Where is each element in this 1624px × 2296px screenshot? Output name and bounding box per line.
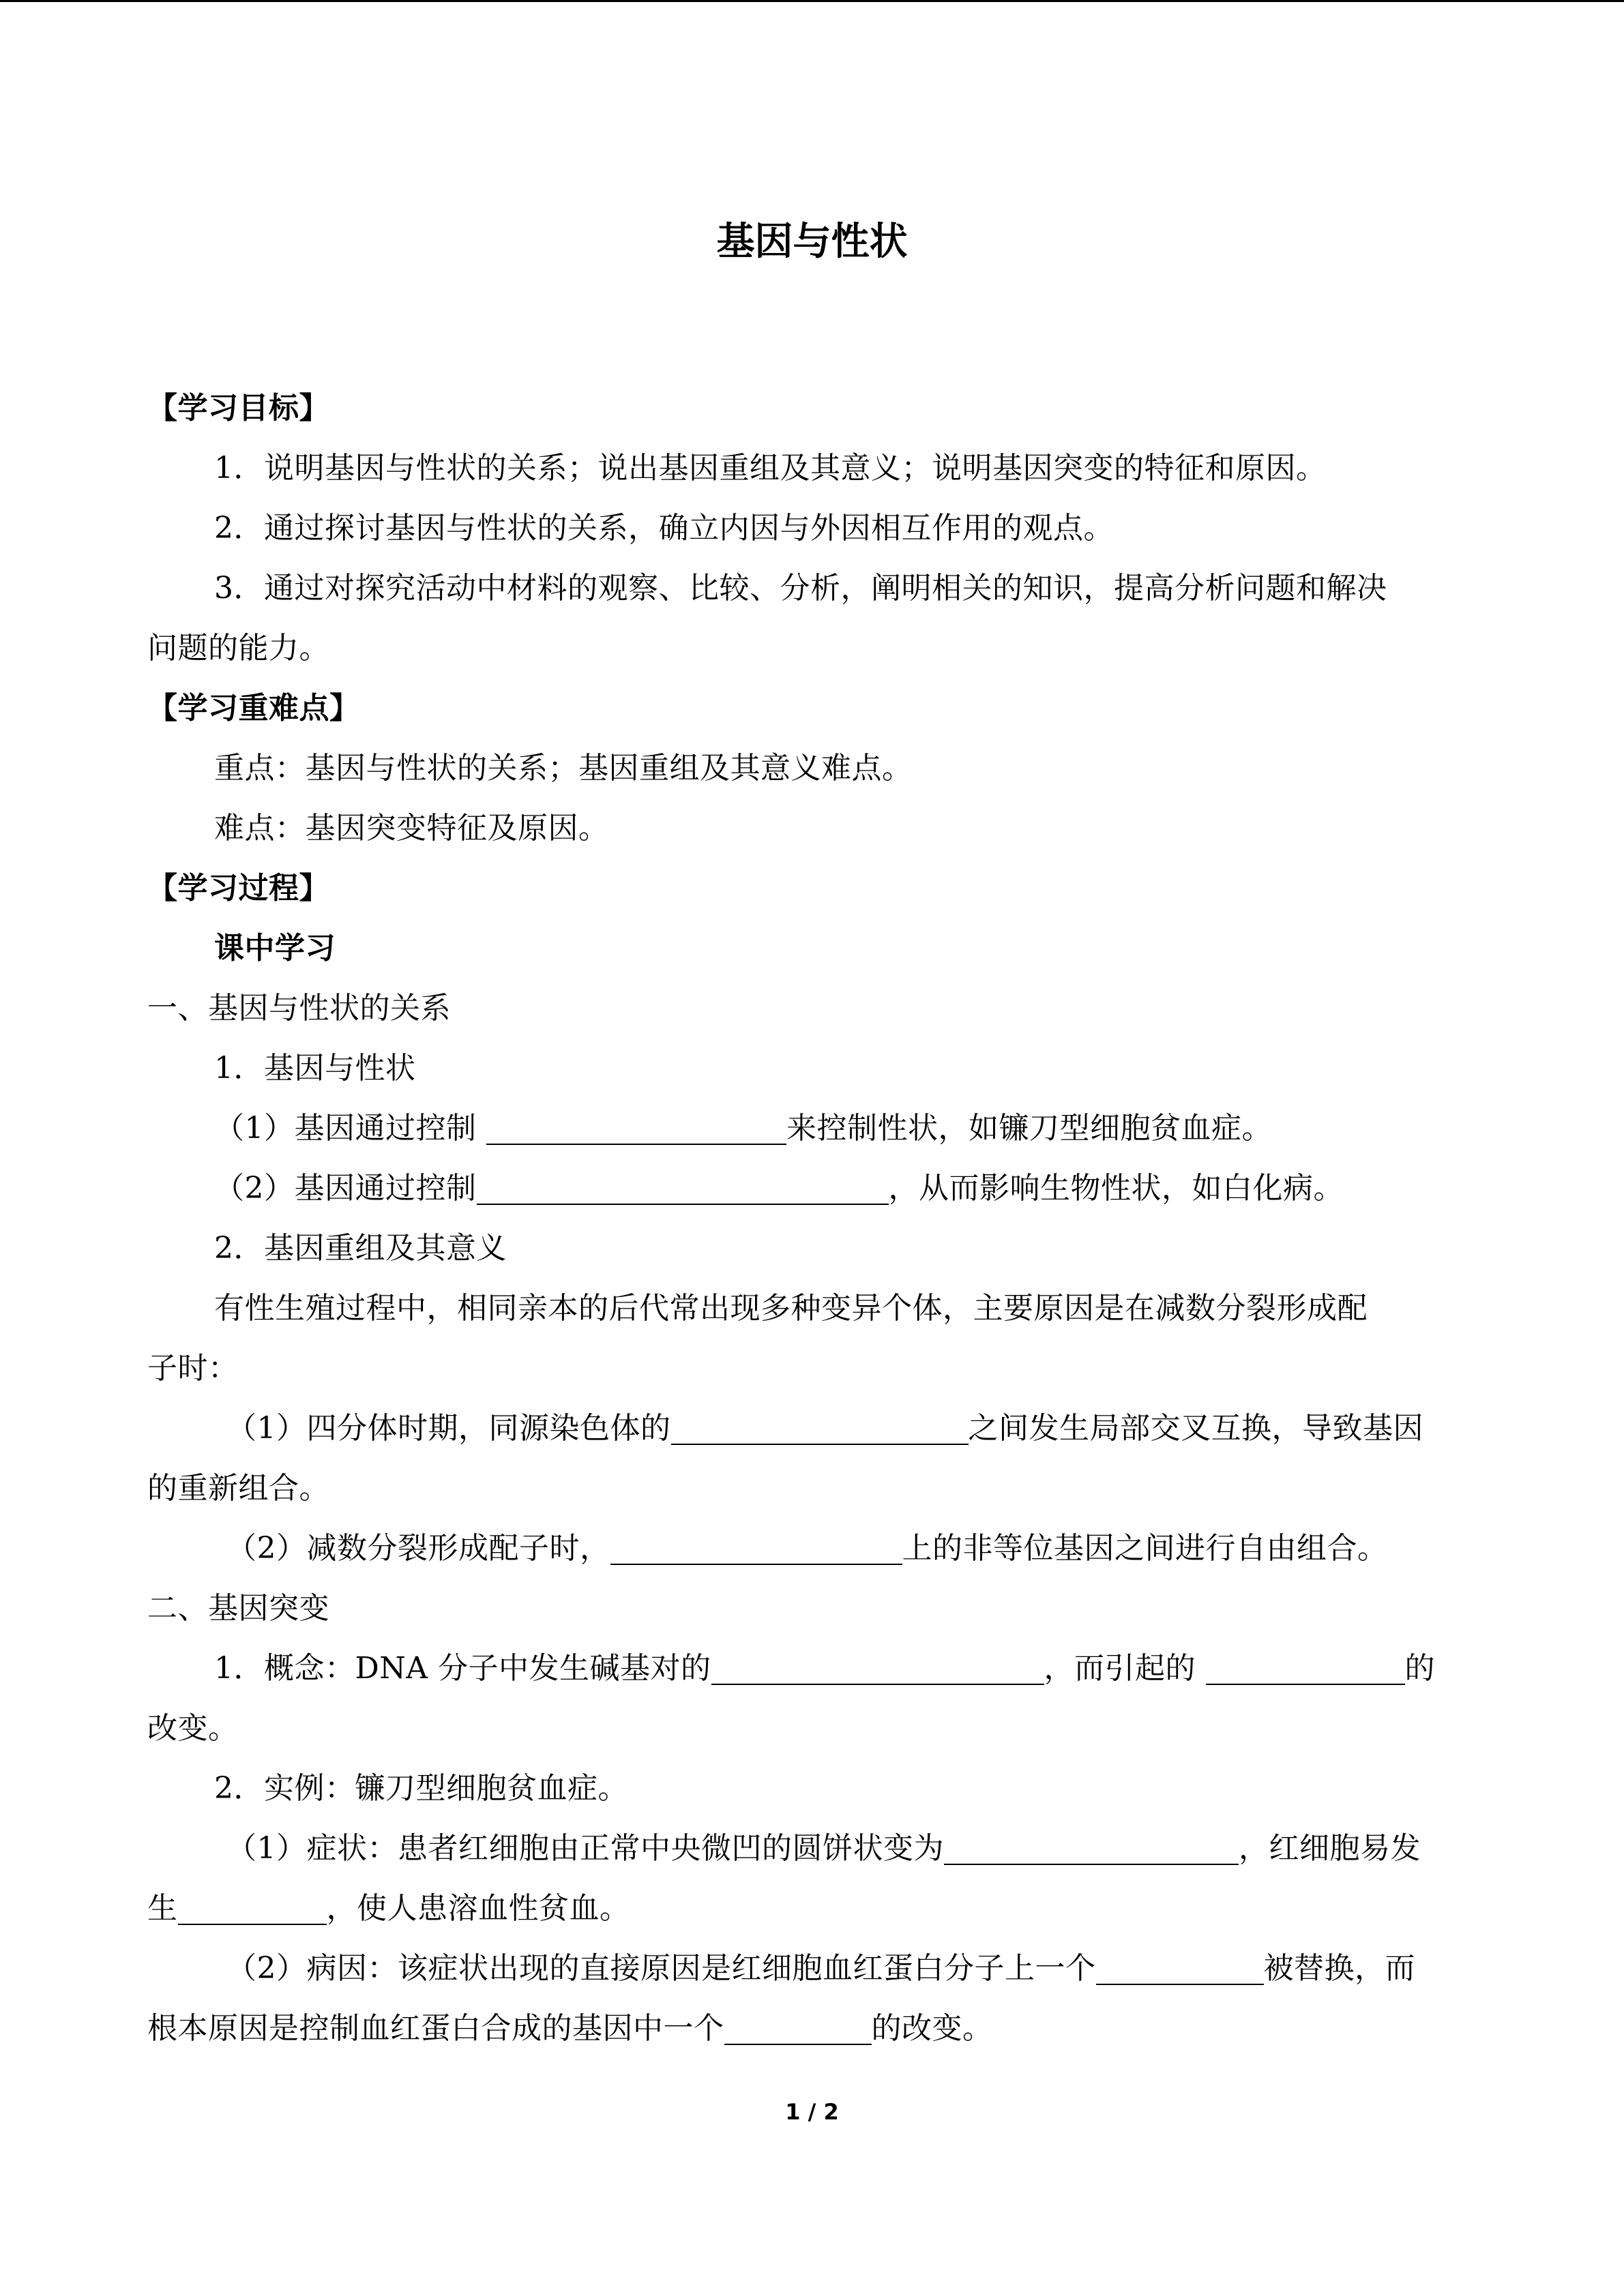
goal-1: 1．说明基因与性状的关系；说出基因重组及其意义；说明基因突变的特征和原因。 — [214, 451, 1327, 486]
fill-blank[interactable] — [477, 1172, 889, 1205]
question-4-prefix: （2）减数分裂形成配子时， — [226, 1531, 610, 1566]
fill-blank[interactable] — [671, 1412, 969, 1445]
cause-continued — [147, 1999, 1477, 2059]
goals-heading: 【学习目标】 — [147, 391, 329, 426]
fill-blank[interactable] — [724, 2012, 872, 2045]
fill-blank[interactable] — [1206, 1652, 1405, 1685]
question-3-prefix: （1）四分体时期，同源染色体的 — [226, 1411, 671, 1446]
process-heading: 【学习过程】 — [147, 871, 329, 906]
goal-3-line-2: 问题的能力。 — [147, 631, 329, 666]
concept-continued: 改变。 — [147, 1711, 239, 1746]
question-4-suffix: 上的非等位基因之间进行自由组合。 — [902, 1531, 1388, 1566]
fill-blank[interactable] — [178, 1892, 327, 1925]
in-class-subheading: 课中学习 — [214, 931, 336, 966]
goal-2: 2．通过探讨基因与性状的关系，确立内因与外因相互作用的观点。 — [214, 511, 1114, 546]
concept-middle: ，而引起的 — [1044, 1651, 1206, 1686]
symptom-prefix: （1）症状：患者红细胞由正常中央微凹的圆饼状变为 — [226, 1831, 944, 1866]
fill-blank[interactable] — [610, 1532, 902, 1565]
example-heading: 2．实例：镰刀型细胞贫血症。 — [214, 1771, 628, 1806]
key-point: 重点：基因与性状的关系；基因重组及其意义难点。 — [214, 751, 913, 786]
question-2-prefix: （2）基因通过控制 — [214, 1171, 477, 1206]
key-points-heading: 【学习重难点】 — [147, 691, 360, 726]
fill-blank[interactable] — [711, 1652, 1044, 1685]
fill-blank[interactable] — [486, 1112, 786, 1145]
concept-prefix: 1．概念：DNA 分子中发生碱基对的 — [214, 1651, 711, 1686]
question-3-suffix: 之间发生局部交叉互换，导致基因 — [968, 1411, 1423, 1446]
symptom-suffix: ，红细胞易发 — [1239, 1831, 1421, 1866]
part-2-heading: 二、基因突变 — [147, 1591, 329, 1626]
question-4 — [147, 1519, 1477, 1579]
paragraph-line-1: 有性生殖过程中，相同亲本的后代常出现多种变异个体，主要原因是在减数分裂形成配 — [214, 1291, 1368, 1326]
part-1-sub-2: 2．基因重组及其意义 — [214, 1231, 507, 1266]
symptom-continued — [147, 1879, 1477, 1939]
goal-3-line-1: 3．通过对探究活动中材料的观察、比较、分析，阐明相关的知识，提高分析问题和解决 — [214, 571, 1387, 606]
difficult-point: 难点：基因突变特征及原因。 — [214, 811, 609, 846]
concept-suffix: 的 — [1404, 1651, 1436, 1686]
page-title: 基因与性状 — [716, 220, 908, 264]
concept-line — [147, 1639, 1477, 1699]
part-1-heading: 一、基因与性状的关系 — [147, 991, 451, 1026]
symptom-cont-prefix: 生 — [147, 1891, 178, 1926]
question-1-suffix: 来控制性状，如镰刀型细胞贫血症。 — [786, 1111, 1272, 1146]
page-number: 1 / 2 — [785, 2099, 839, 2125]
paragraph-line-2: 子时： — [147, 1351, 239, 1386]
question-1-prefix: （1）基因通过控制 — [214, 1111, 486, 1146]
question-3-continued: 的重新组合。 — [147, 1471, 329, 1506]
fill-blank[interactable] — [1096, 1952, 1264, 1985]
cause-line — [147, 1939, 1477, 1999]
fill-blank[interactable] — [944, 1832, 1239, 1865]
cause-suffix: 被替换，而 — [1263, 1951, 1415, 1986]
cause-prefix: （2）病因：该症状出现的直接原因是红细胞血红蛋白分子上一个 — [226, 1951, 1096, 1986]
question-2 — [147, 1159, 1477, 1219]
symptom-cont-suffix: ，使人患溶血性贫血。 — [326, 1891, 630, 1926]
question-1 — [147, 1099, 1477, 1159]
question-3 — [147, 1399, 1477, 1459]
part-1-sub-1: 1．基因与性状 — [214, 1051, 416, 1086]
symptom-line — [147, 1819, 1477, 1879]
cause-cont-prefix: 根本原因是控制血红蛋白合成的基因中一个 — [147, 2011, 724, 2046]
question-2-suffix: ，从而影响生物性状，如白化病。 — [888, 1171, 1344, 1206]
cause-cont-suffix: 的改变。 — [871, 2011, 993, 2046]
top-border — [0, 0, 1624, 2]
